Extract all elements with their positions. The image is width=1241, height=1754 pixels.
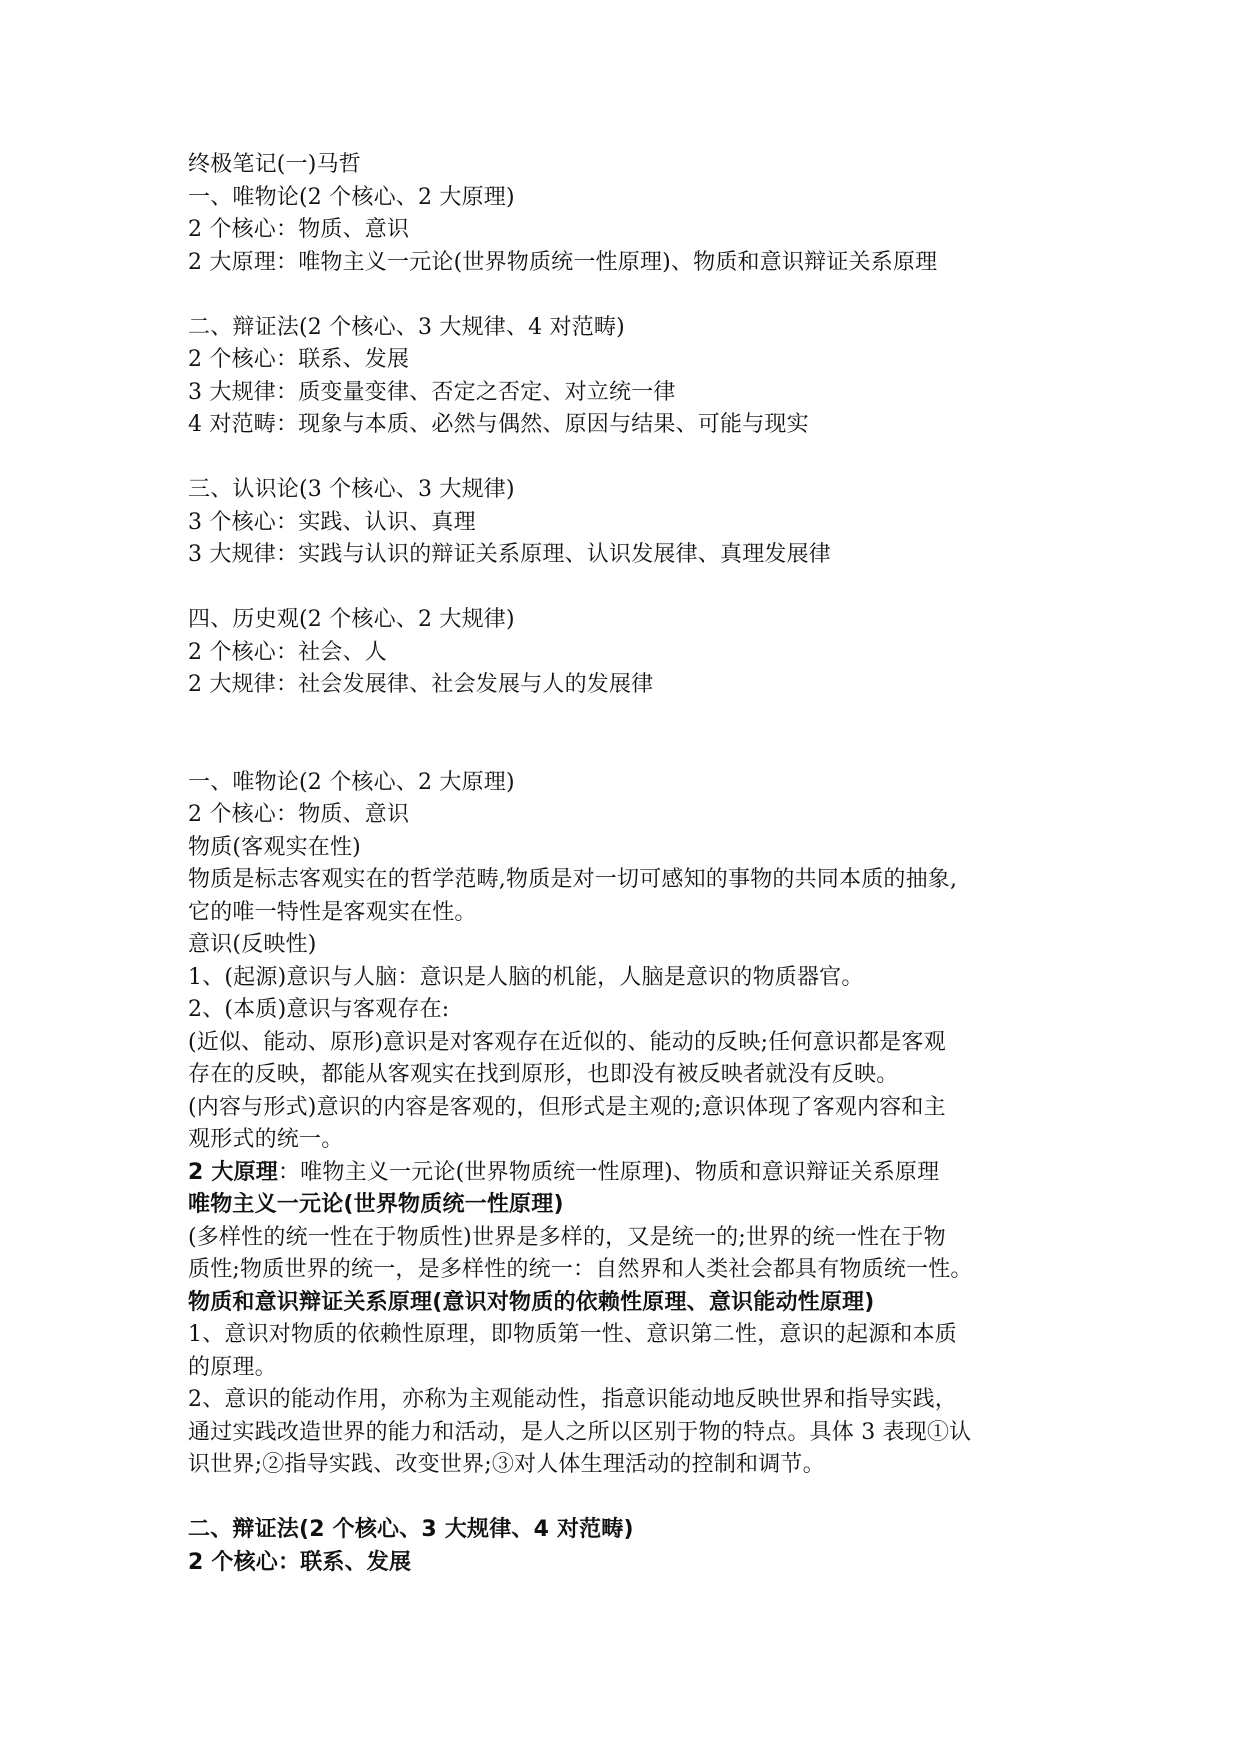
- consciousness-point-2a-line-1: (近似、能动、原形)意识是对客观存在近似的、能动的反映;任何意识都是客观: [188, 1029, 946, 1055]
- consciousness-point-2: 2、(本质)意识与客观存在:: [188, 997, 450, 1022]
- summary-section-2-core: 2 个核心：联系、发展: [188, 347, 410, 372]
- monism-text-line-2: 质性;物质世界的统一，是多样性的统一：自然界和人类社会都具有物质统一性。: [188, 1257, 973, 1282]
- dialectical-point-2-line-1: 2、意识的能动作用，亦称为主观能动性，指意识能动地反映世界和指导实践，: [188, 1387, 957, 1412]
- blank-line: [188, 442, 1068, 475]
- document-title: 终极笔记(一)马哲: [188, 152, 361, 177]
- blank-line: [188, 279, 1068, 312]
- consciousness-point-1: 1、(起源)意识与人脑：意识是人脑的机能，人脑是意识的物质器官。: [188, 964, 864, 990]
- detail-section-1-heading: 一、唯物论(2 个核心、2 大原理): [188, 769, 515, 795]
- summary-section-4-laws: 2 大规律：社会发展律、社会发展与人的发展律: [188, 672, 654, 697]
- monism-heading: 唯物主义一元论(世界物质统一性原理): [188, 1192, 564, 1217]
- summary-section-3-laws: 3 大规律：实践与认识的辩证关系原理、认识发展律、真理发展律: [188, 542, 831, 567]
- summary-section-3-heading: 三、认识论(3 个核心、3 大规律): [188, 477, 515, 502]
- dialectical-point-1-line-2: 的原理。: [188, 1354, 277, 1380]
- dialectical-relation-heading: 物质和意识辩证关系原理(意识对物质的依赖性原理、意识能动性原理): [188, 1289, 875, 1315]
- document-page: [188, 149, 1068, 1579]
- blank-line: [188, 572, 1068, 605]
- consciousness-point-2a-line-2: 存在的反映，都能从客观实在找到原形，也即没有被反映者就没有反映。: [188, 1062, 899, 1087]
- principles-text: ：唯物主义一元论(世界物质统一性原理)、物质和意识辩证关系原理: [277, 1159, 940, 1185]
- consciousness-point-2b-line-1: (内容与形式)意识的内容是客观的，但形式是主观的;意识体现了客观内容和主: [188, 1094, 946, 1120]
- summary-section-3-core: 3 个核心：实践、认识、真理: [188, 509, 476, 535]
- detail-section-1-core: 2 个核心：物质、意识: [188, 802, 410, 827]
- consciousness-heading: 意识(反映性): [188, 932, 317, 957]
- dialectical-point-1-line-1: 1、意识对物质的依赖性原理，即物质第一性、意识第二性，意识的起源和本质: [188, 1322, 957, 1347]
- summary-section-2-laws: 3 大规律：质变量变律、否定之否定、对立统一律: [188, 379, 676, 405]
- matter-text-line-1: 物质是标志客观实在的哲学范畴,物质是对一切可感知的事物的共同本质的抽象,: [188, 867, 958, 892]
- dialectical-point-2-line-2: 通过实践改造世界的能力和活动，是人之所以区别于物的特点。具体 3 表现①认: [188, 1419, 972, 1445]
- principles-label: 2 大原理: [188, 1159, 278, 1185]
- detail-principles-line: [188, 1157, 1068, 1190]
- consciousness-point-2b-line-2: 观形式的统一。: [188, 1127, 344, 1152]
- blank-line: [188, 1482, 1068, 1515]
- matter-heading: 物质(客观实在性): [188, 834, 361, 860]
- summary-section-2-categories: 4 对范畴：现象与本质、必然与偶然、原因与结果、可能与现实: [188, 412, 809, 437]
- dialectical-point-2-line-3: 识世界;②指导实践、改变世界;③对人体生理活动的控制和调节。: [188, 1452, 825, 1477]
- summary-section-2-heading: 二、辩证法(2 个核心、3 大规律、4 对范畴): [188, 314, 625, 340]
- detail-section-2-core: 2 个核心：联系、发展: [188, 1549, 412, 1575]
- detail-section-2-heading: 二、辩证法(2 个核心、3 大规律、4 对范畴): [188, 1517, 634, 1542]
- summary-section-1-core: 2 个核心：物质、意识: [188, 217, 410, 242]
- monism-text-line-1: (多样性的统一性在于物质性)世界是多样的，又是统一的;世界的统一性在于物: [188, 1224, 946, 1250]
- summary-section-1-heading: 一、唯物论(2 个核心、2 大原理): [188, 184, 515, 210]
- summary-section-1-principles: 2 大原理：唯物主义一元论(世界物质统一性原理)、物质和意识辩证关系原理: [188, 249, 938, 275]
- summary-section-4-core: 2 个核心：社会、人: [188, 639, 387, 665]
- blank-lines: [188, 702, 1068, 767]
- matter-text-line-2: 它的唯一特性是客观实在性。: [188, 899, 477, 925]
- summary-section-4-heading: 四、历史观(2 个核心、2 大规律): [188, 607, 515, 632]
